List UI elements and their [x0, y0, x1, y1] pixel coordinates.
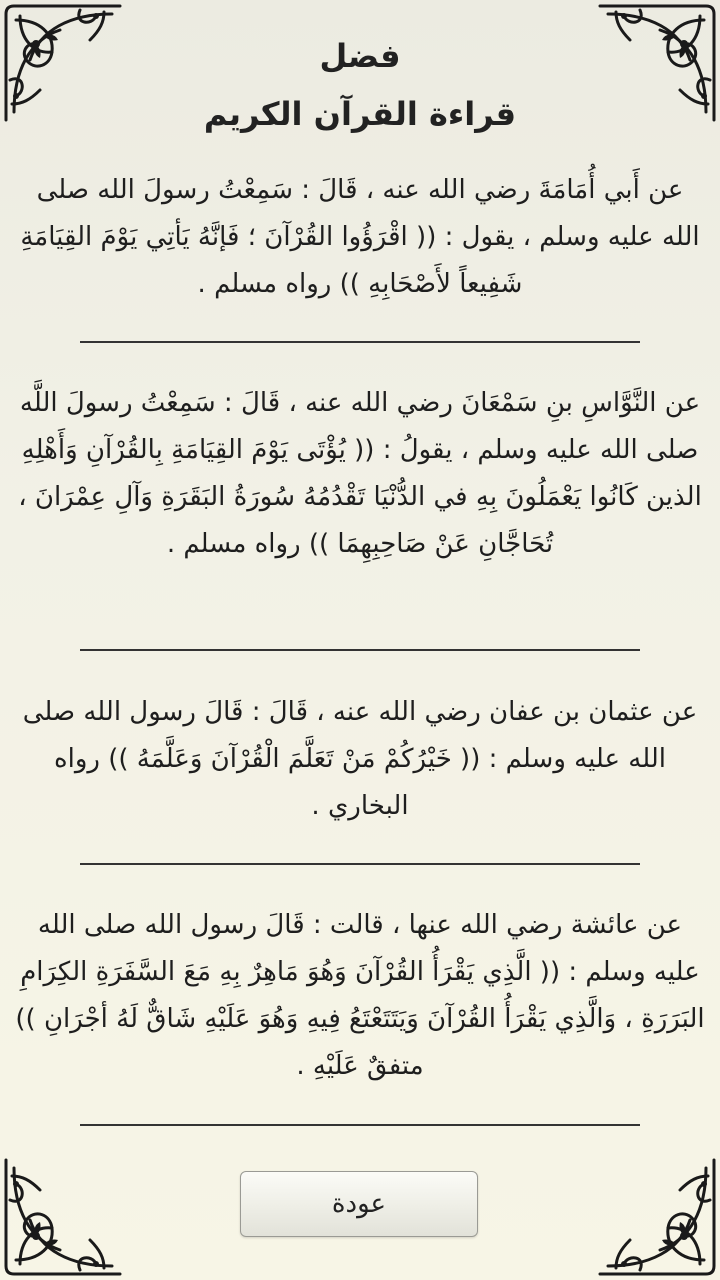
back-button[interactable]: عودة — [240, 1171, 478, 1237]
hadith-text: عن عثمان بن عفان رضي الله عنه ، قَالَ : قَالَ رسول الله صلى الله عليه وسلم : (( خَيْرُكُمْ مَنْ تَعَلَّمَ الْقُرْآنَ وَعَلَّمَهُ )) رواه البخاري . — [22, 697, 698, 821]
hadith-text: عن أَبي أُمَامَةَ رضي الله عنه ، قَالَ : سَمِعْتُ رسولَ الله صلى الله عليه وسلم ، يقول : (( اقْرَؤُوا القُرْآنَ ؛ فَإنَّهُ يَأتِي يَوْمَ القِيَامَةِ شَفِيعاً لأَصْحَابِهِ )) رواه مسلم . — [20, 175, 700, 299]
divider — [80, 649, 640, 651]
hadith-text: عن عائشة رضي الله عنها ، قالت : قَالَ رسول الله صلى الله عليه وسلم : (( الَّذِي يَقْرَأُ القُرْآنَ وَهُوَ مَاهِرٌ بِهِ مَعَ السَّفَرَةِ الكِرَامِ البَرَرَةِ ، وَالَّذِي يَقْرَأُ القُرْآنَ وَيَتَتَعْتَعُ فِيهِ وَهُوَ عَلَيْهِ شَاقٌّ لَهُ أجْرَانِ )) متفقٌ عَلَيْهِ . — [15, 910, 705, 1081]
corner-ornament-icon — [592, 0, 720, 128]
divider — [80, 1124, 640, 1126]
page-subtitle: قراءة القرآن الكريم — [203, 95, 517, 133]
corner-ornament-icon — [592, 1152, 720, 1280]
divider — [80, 863, 640, 865]
hadith-text: عن النَّوَّاسِ بنِ سَمْعَانَ رضي الله عنه ، قَالَ : سَمِعْتُ رسولَ اللَّه صلى الله عليه وسلم ، يقولُ : (( يُؤْتَى يَوْمَ القِيَامَةِ بِالقُرْآنِ وَأَهْلِهِ الذين كَانُوا يَعْمَلُونَ بِهِ في الدُّنْيَا تَقْدُمُهُ سُورَةُ البَقَرَةِ وَآلِ عِمْرَانَ ، تُحَاجَّانِ عَنْ صَاحِبِهِمَا )) رواه مسلم . — [18, 388, 702, 559]
page-title: فضل — [319, 37, 401, 75]
divider — [80, 341, 640, 343]
corner-ornament-icon — [0, 0, 128, 128]
corner-ornament-icon — [0, 1152, 128, 1280]
